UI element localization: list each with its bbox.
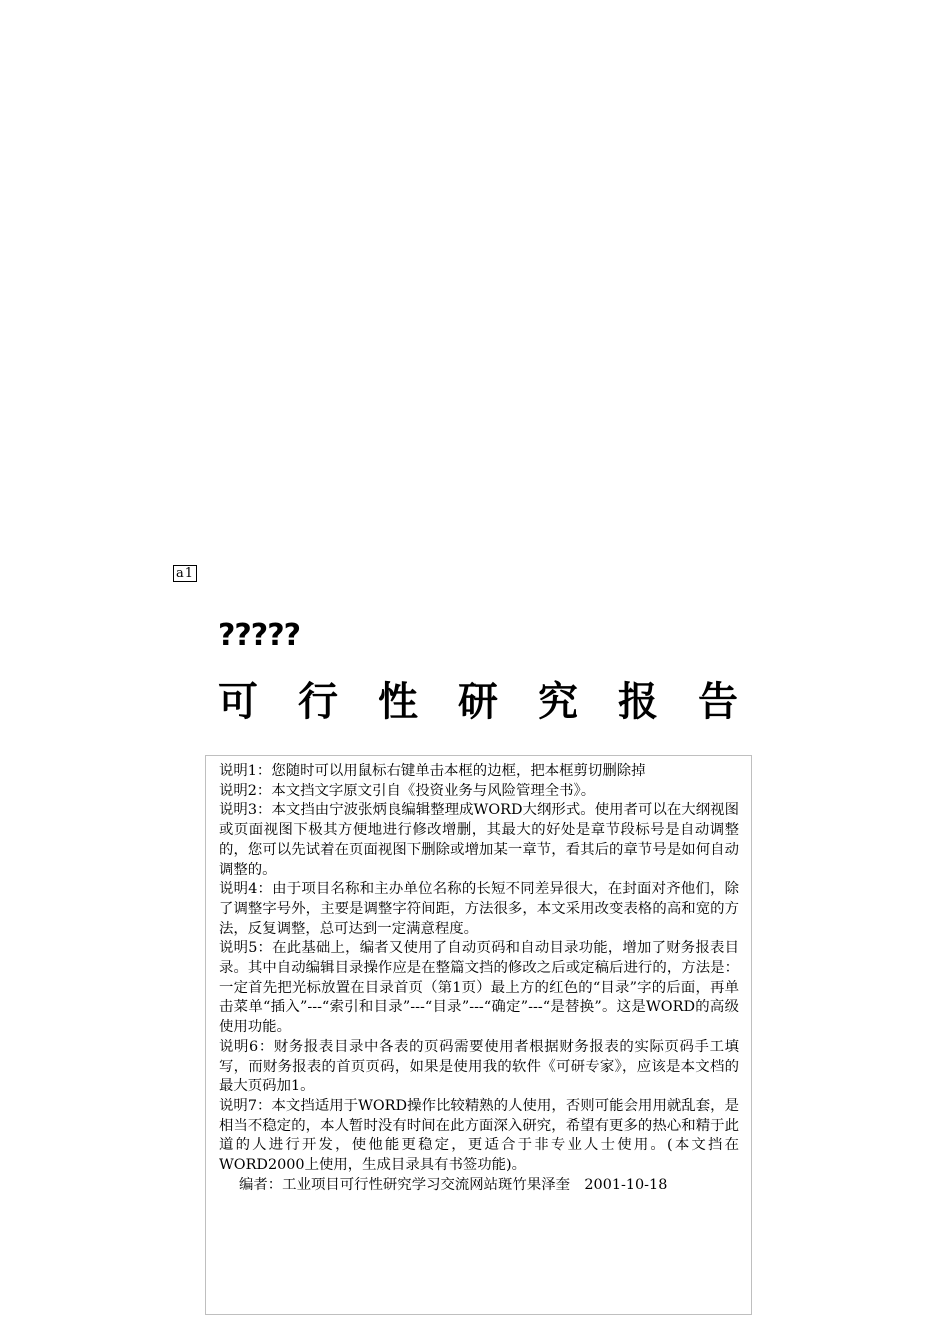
report-title	[218, 672, 738, 732]
title-char: 告	[698, 679, 738, 725]
title-char: 性	[378, 679, 418, 725]
instructions-text-frame[interactable]	[205, 755, 752, 1315]
note-6: 说明6：财务报表目录中各表的页码需要使用者根据财务报表的实际页码手工填写，而财务报表的首页页码，如果是使用我的软件《可研专家》，应该是本文档的最大页码加1。	[219, 1038, 739, 1095]
title-char: 可	[218, 679, 258, 725]
note-2: 说明2：本文挡文字原文引自《投资业务与风险管理全书》。	[219, 782, 596, 799]
note-1: 说明1：您随时可以用鼠标右键单击本框的边框，把本框剪切删除掉	[219, 763, 646, 779]
title-char: 究	[538, 679, 578, 725]
note-7: 说明7：本文挡适用于WORD操作比较精熟的人使用，否则可能会用用就乱套，是相当不稳定的，本人暂时没有时间在此方面深入研究，希望有更多的热心和精于此道的人进行开发，使他能更稳定，更适合于非专业人士使用。(本文挡在WORD2000上使用，生成目录具有书签功能)。	[219, 1097, 739, 1174]
note-4: 说明4：由于项目名称和主办单位名称的长短不同差异很大，在封面对齐他们，除了调整字号外，主要是调整字符间距，方法很多，本文采用改变表格的高和宽的方法，反复调整，总可达到一定满意程度。	[219, 881, 739, 937]
title-char: 报	[618, 679, 658, 725]
project-name: ?????	[218, 618, 301, 653]
anchor-marker: a1	[173, 565, 197, 582]
title-char: 研	[458, 679, 498, 725]
editor-signature: 编者：工业项目可行性研究学习交流网站斑竹果泽奎 2001-10-18	[239, 1176, 668, 1193]
title-char: 行	[298, 679, 338, 725]
note-3: 说明3：本文挡由宁波张炳良编辑整理成WORD大纲形式。使用者可以在大纲视图或页面视图下极其方便地进行修改增删，其最大的好处是章节段标号是自动调整的，您可以先试着在页面视图下删除或增加某一章节，看其后的章节号是如何自动调整的。	[219, 802, 739, 878]
note-5: 说明5：在此基础上，编者又使用了自动页码和自动目录功能，增加了财务报表目录。其中自动编辑目录操作应是在整篇文挡的修改之后或定稿后进行的，方法是：一定首先把光标放置在目录首页（第1页）最上方的红色的“目录”字的后面，再单击菜单“插入”---“索引和目录”---“目录”---“确定”---“是替换”。这是WORD的高级使用功能。	[219, 940, 739, 1036]
